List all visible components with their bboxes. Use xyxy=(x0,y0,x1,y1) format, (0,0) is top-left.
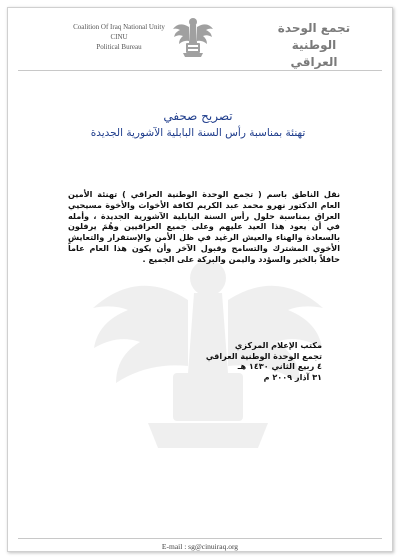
signature-block xyxy=(128,340,328,382)
org-abbr: CINU xyxy=(110,33,128,41)
org-name-english xyxy=(54,22,184,52)
statement-title-block xyxy=(28,108,368,142)
statement-body: نقل الناطق باسم ( تجمع الوحدة الوطنية العراقي ) تهنئة الأمين العام الدكتور نهرو محمد عبد الكريم لكافة الأخوات والأخوة مسيحيي العراق بمناسبة حلول رأس السنة البابلية الآشورية الجديدة ، وأمله في أن يعود هذا العيد عليهم وعلى جميع العراقيين وهُمَ يرفلون بالسعادة والهناء والعيش الرغيد في ظل الأمن والإستقرار والتعايش الأخوي المشترك والتسامح وقبول الآخر وأن يكون هذا العام عاماً حافلاً بالخير والسؤدد واليمن والبركة على الجميع . xyxy=(68,189,340,264)
document-page xyxy=(7,7,393,552)
signature-office: مكتب الإعلام المركزي xyxy=(234,340,322,350)
signature-greg-date: ٣١ آذار ٢٠٠٩ م xyxy=(263,371,322,382)
org-name-ar-line2: العراقي xyxy=(290,55,338,69)
letterhead xyxy=(8,8,392,70)
org-name-ar-line1: تجمع الوحدة الوطنية xyxy=(277,21,351,52)
org-dept: Political Bureau xyxy=(96,43,142,51)
signature-org: تجمع الوحدة الوطنية العراقي xyxy=(205,350,322,361)
eagle-emblem-icon xyxy=(171,13,215,63)
page-subtitle: تهنئة بمناسبة رأس السنة البابلية الآشورية الجديدة xyxy=(90,127,306,139)
signature-hijri-date: ٤ ربيع الثاني ١٤٣٠ هـ xyxy=(237,361,322,372)
org-name-en-line: Coalition Of Iraq National Unity xyxy=(73,23,165,31)
page-title: تصريح صحفي xyxy=(163,109,233,123)
footer-divider xyxy=(18,538,382,539)
footer-email: E-mail : sg@cinuiraq.org xyxy=(161,542,239,551)
org-name-arabic xyxy=(254,20,374,71)
header-divider xyxy=(18,70,382,71)
